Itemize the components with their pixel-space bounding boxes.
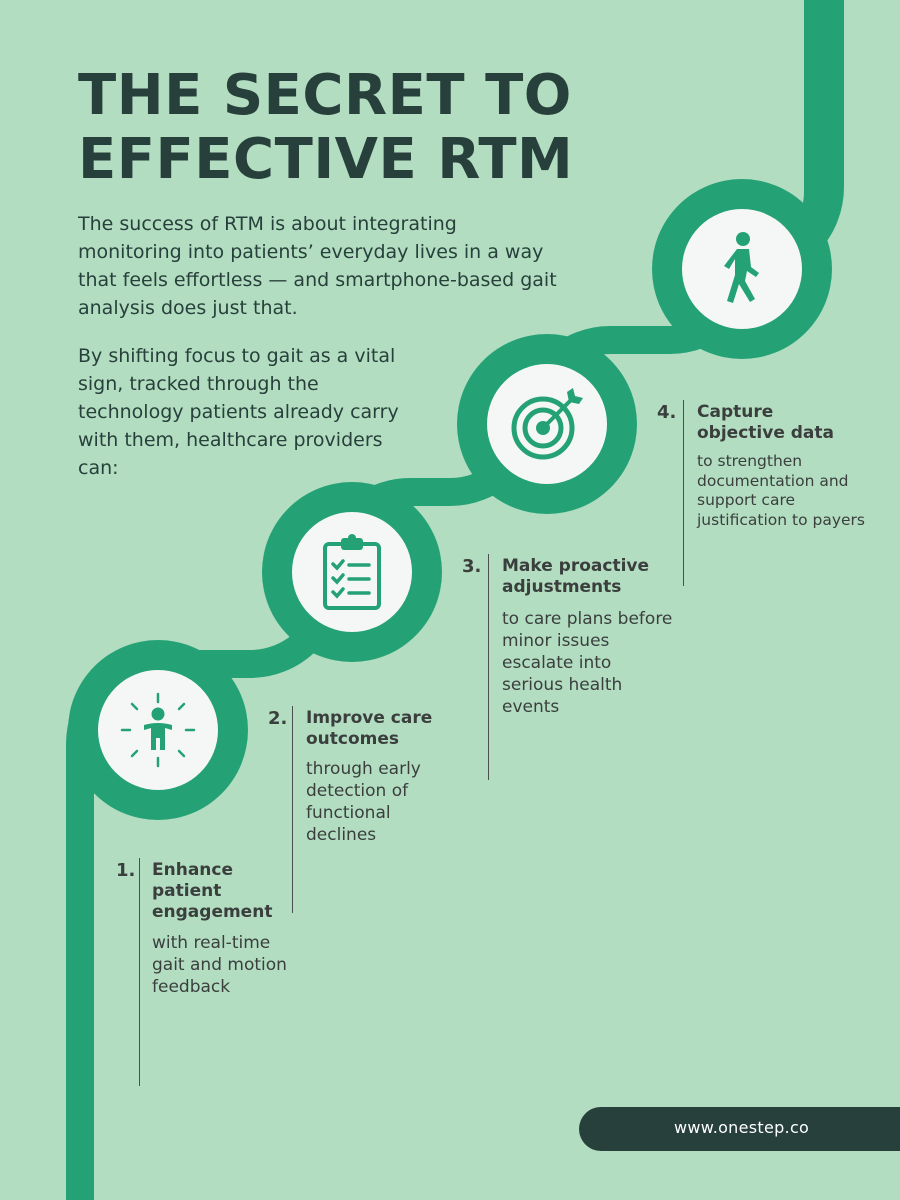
step-2-title: Improve care outcomes [306,708,433,749]
step-3-number: 3. [462,556,482,577]
person-radiating-icon [118,690,198,770]
footer-url-pill[interactable] [579,1107,900,1151]
step-2-icon-circle [292,512,412,632]
clipboard-checklist-icon [317,532,387,612]
intro-paragraph-2: By shifting focus to gait as a vital sign, tracked through the technology patients already carry with them, healthcare providers can: [78,345,399,479]
step-2-divider [292,706,293,913]
page-title: THE SECRET TO EFFECTIVE RTM [78,63,574,192]
step-2-number: 2. [268,708,288,729]
step-4-number: 4. [657,402,677,423]
step-3-icon-circle [487,364,607,484]
step-2-description: through early detection of functional declines [306,759,421,845]
step-3-description: to care plans before minor issues escalate into serious health events [502,609,673,717]
intro-paragraph-1: The success of RTM is about integrating monitoring into patients’ everyday lives in a way that feels effortless — and smartphone-based gait analysis does just that. [78,213,557,319]
step-3-divider [488,554,489,780]
step-1-number: 1. [116,860,136,881]
footer-url[interactable]: www.onestep.co [674,1118,810,1137]
step-1-description: with real-time gait and motion feedback [152,933,287,997]
step-1-divider [139,858,140,1086]
step-4-divider [683,400,684,586]
step-3-title: Make proactive adjustments [502,556,650,597]
step-4-title: Capture objective data [697,402,835,443]
target-arrow-icon [507,384,587,464]
step-1-icon-circle [98,670,218,790]
walking-person-icon [707,229,777,309]
step-4-icon-circle [682,209,802,329]
step-1-title: Enhance patient engagement [152,860,273,922]
step-4-description: to strengthen documentation and support care justification to payers [697,452,865,529]
